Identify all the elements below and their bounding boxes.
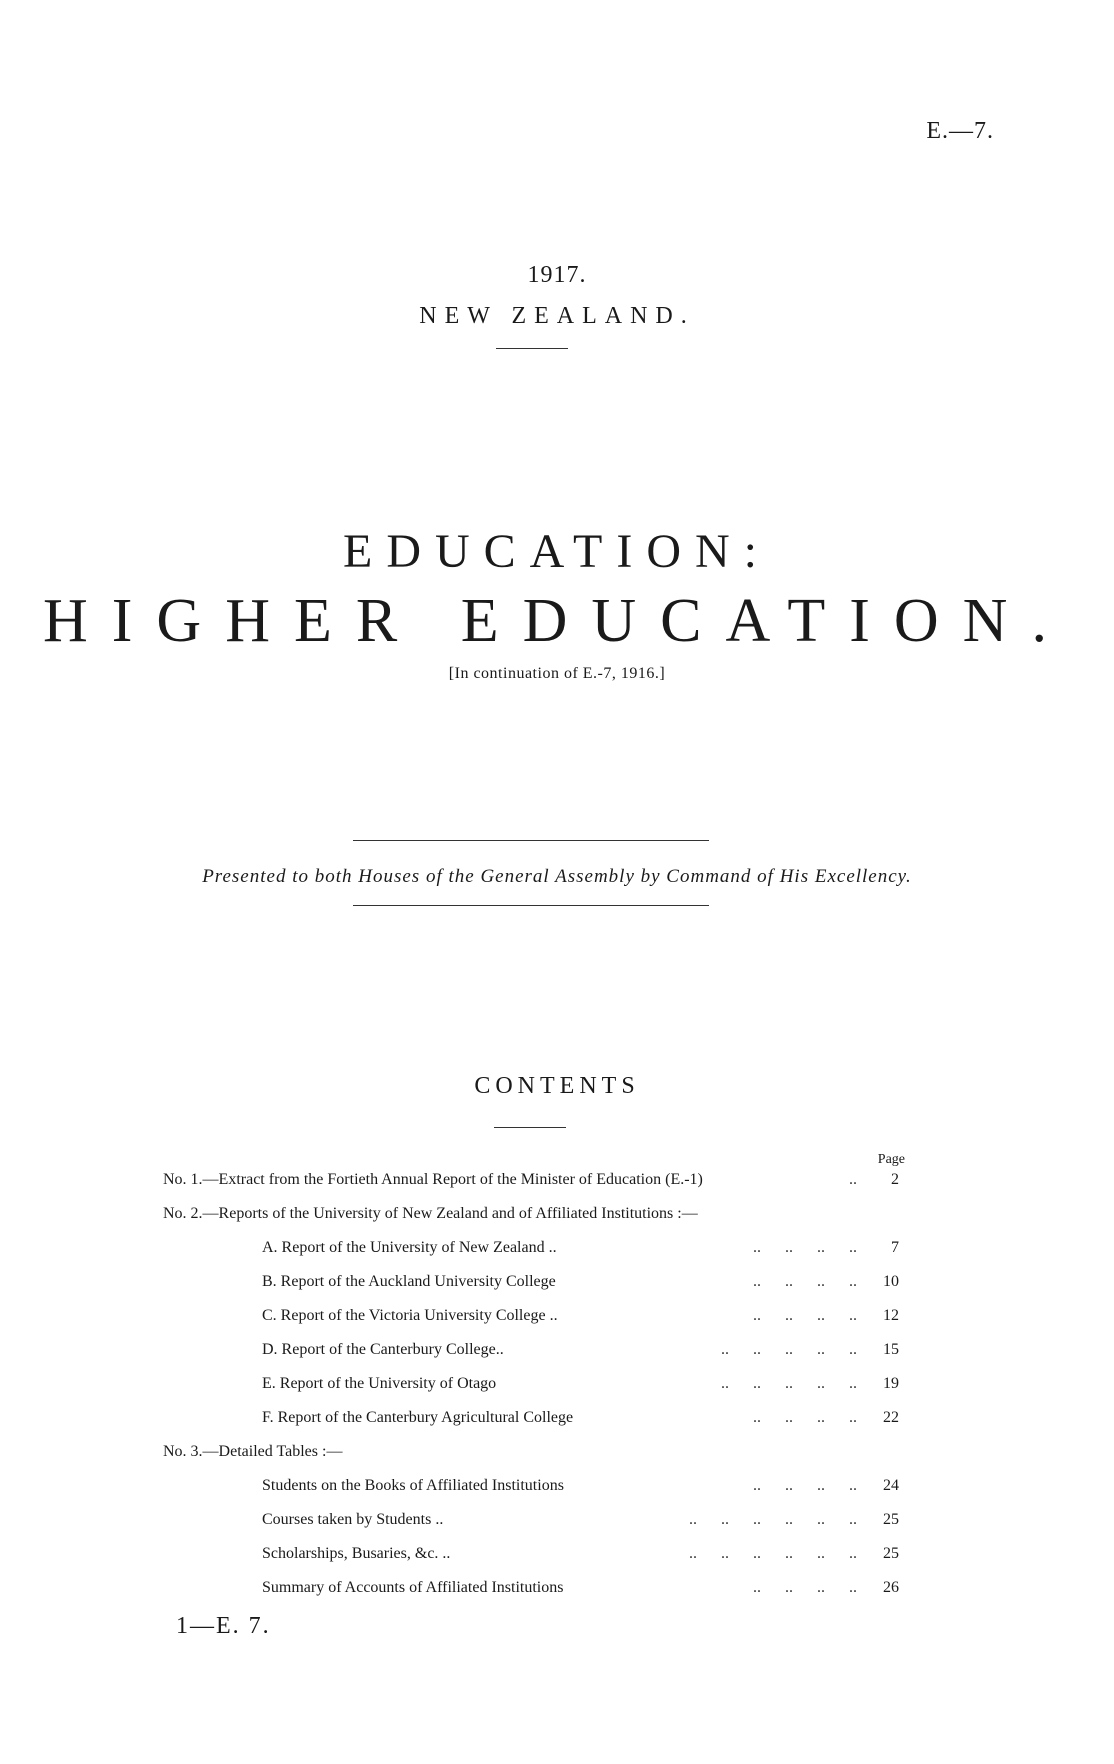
- toc-entry-title: No. 3.—Detailed Tables :—: [163, 1443, 343, 1460]
- toc-entry-page: 7: [891, 1239, 899, 1256]
- toc-entry: [163, 1440, 905, 1464]
- toc-entry-leader: .. .. .. .. ..: [721, 1375, 857, 1392]
- toc-entry-title: D. Report of the Canterbury College..: [262, 1341, 504, 1358]
- toc-entry-title: Scholarships, Busaries, &c. ..: [262, 1545, 451, 1562]
- toc-entry-leader: .. .. .. ..: [753, 1307, 857, 1324]
- toc-entry: [163, 1270, 905, 1294]
- contents-heading: CONTENTS: [474, 1073, 640, 1099]
- continuation-note: [In continuation of E.-7, 1916.]: [448, 665, 666, 682]
- toc-entry-title: Summary of Accounts of Affiliated Institutions: [262, 1579, 564, 1596]
- divider-rule: [353, 905, 709, 906]
- toc-entry-leader: .. .. .. .. ..: [721, 1341, 857, 1358]
- toc-entry-page: 10: [883, 1273, 899, 1290]
- presentation-statement: Presented to both Houses of the General Assembly by Command of His Excellency.: [202, 866, 912, 887]
- toc-entry-leader: .. .. .. .. .. ..: [689, 1545, 857, 1562]
- divider-rule: [494, 1127, 566, 1128]
- sub-title: HIGHER EDUCATION.: [43, 587, 1071, 655]
- divider-rule: [496, 348, 568, 349]
- toc-entry-page: 25: [883, 1511, 899, 1528]
- toc-entry-leader: .. .. .. ..: [753, 1273, 857, 1290]
- toc-entry: [163, 1304, 905, 1328]
- toc-entry-page: 22: [883, 1409, 899, 1426]
- toc-entry-page: 2: [891, 1171, 899, 1188]
- toc-entry-title: B. Report of the Auckland University College: [262, 1273, 556, 1290]
- toc-entry-title: A. Report of the University of New Zealand ..: [262, 1239, 557, 1256]
- toc-entry-leader: .. .. .. ..: [753, 1239, 857, 1256]
- toc-entry-page: 25: [883, 1545, 899, 1562]
- toc-entry-page: 26: [883, 1579, 899, 1596]
- toc-entry: [163, 1338, 905, 1362]
- toc-entry-title: No. 1.—Extract from the Fortieth Annual Report of the Minister of Education (E.-1): [163, 1171, 703, 1188]
- document-year: 1917.: [527, 262, 587, 288]
- toc-entry: [163, 1372, 905, 1396]
- toc-entry: [163, 1576, 905, 1600]
- toc-entry: [163, 1168, 905, 1192]
- toc-entry-page: 12: [883, 1307, 899, 1324]
- toc-entry-title: No. 2.—Reports of the University of New Zealand and of Affiliated Institutions :—: [163, 1205, 698, 1222]
- toc-entry-title: E. Report of the University of Otago: [262, 1375, 497, 1392]
- toc-entry: [163, 1542, 905, 1566]
- toc-entry-title: F. Report of the Canterbury Agricultural College: [262, 1409, 574, 1426]
- toc-entry-page: 19: [883, 1375, 899, 1392]
- toc-entry-leader: .. .. .. .. .. ..: [689, 1511, 857, 1528]
- main-title: EDUCATION:: [343, 525, 771, 578]
- divider-rule: [353, 840, 709, 841]
- toc-entry: [163, 1236, 905, 1260]
- toc-entry-leader: .. .. .. ..: [753, 1579, 857, 1596]
- toc-entry-title: Students on the Books of Affiliated Institutions: [262, 1477, 564, 1494]
- footer-reference: 1—E. 7.: [176, 1613, 271, 1639]
- toc-entry-title: C. Report of the Victoria University College ..: [262, 1307, 558, 1324]
- toc-entry-leader: .. .. .. ..: [753, 1477, 857, 1494]
- page-column-label: Page: [877, 1152, 905, 1167]
- toc-entry: [163, 1508, 905, 1532]
- toc-entry-page: 24: [883, 1477, 899, 1494]
- toc-entry-leader: .. .. .. ..: [753, 1409, 857, 1426]
- toc-entry-title: Courses taken by Students ..: [262, 1511, 444, 1528]
- document-reference: E.—7.: [926, 118, 994, 144]
- toc-entry-page: 15: [883, 1341, 899, 1358]
- country-heading: NEW ZEALAND.: [419, 303, 695, 329]
- toc-entry-leader: ..: [849, 1171, 857, 1188]
- toc-entry: [163, 1406, 905, 1430]
- toc-entry: [163, 1202, 905, 1226]
- toc-entry: [163, 1474, 905, 1498]
